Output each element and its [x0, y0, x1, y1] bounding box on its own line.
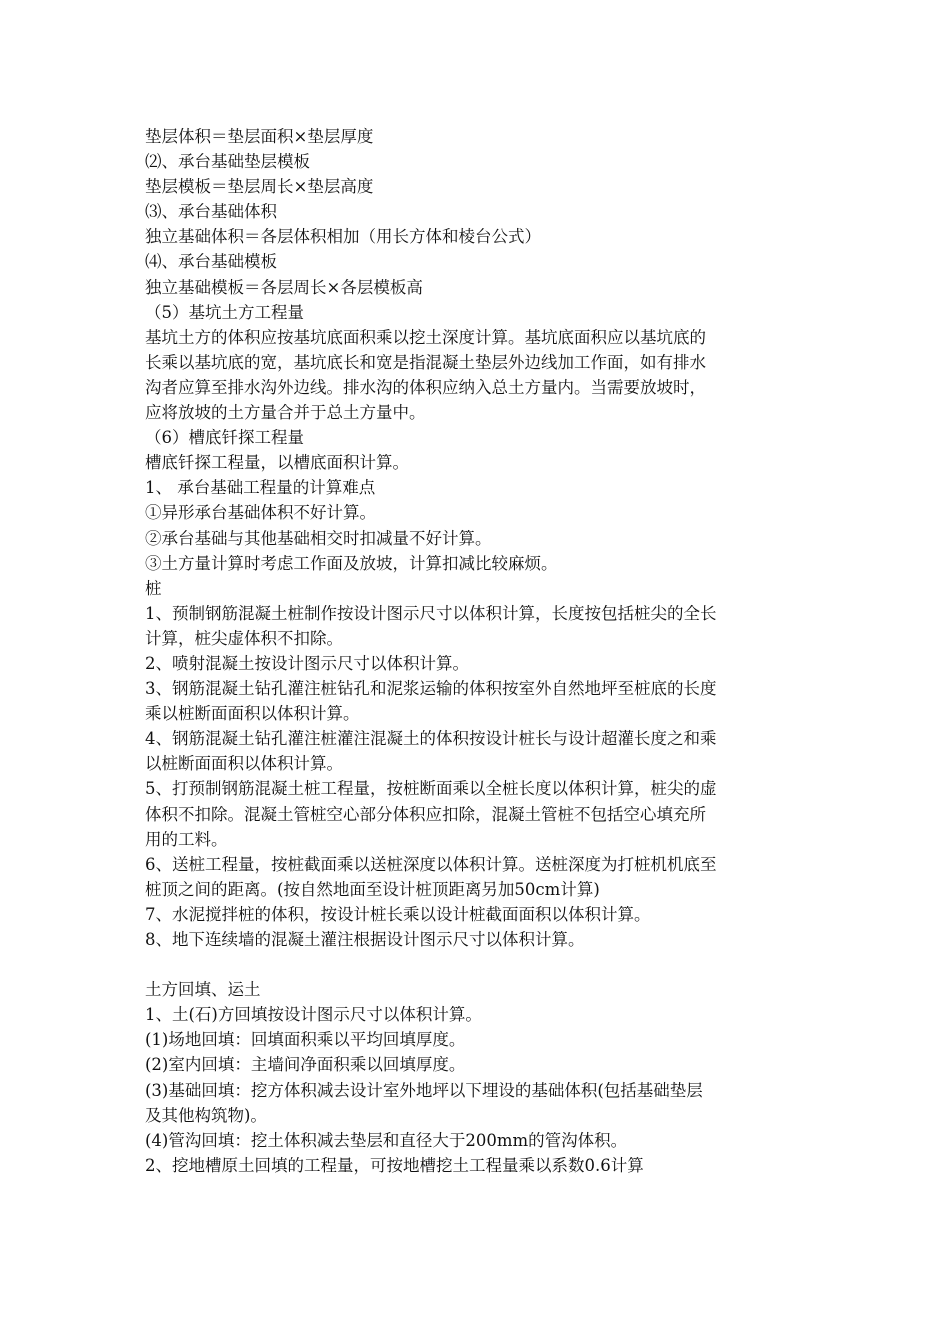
text-line: 4、钢筋混凝土钻孔灌注桩灌注混凝土的体积按设计桩长与设计超灌长度之和乘	[145, 729, 717, 749]
text-line: 3、钢筋混凝土钻孔灌注桩钻孔和泥浆运输的体积按室外自然地坪至桩底的长度	[145, 679, 717, 699]
section-heading: （6）槽底钎探工程量	[145, 428, 304, 448]
list-item: ③土方量计算时考虑工作面及放坡，计算扣减比较麻烦。	[145, 553, 558, 573]
text-line: 独立基础体积＝各层体积相加（用长方体和棱台公式）	[145, 227, 541, 247]
section-heading: （5）基坑土方工程量	[145, 302, 304, 322]
text-line: 体积不扣除。混凝土管桩空心部分体积应扣除，混凝土管桩不包括空心填充所	[145, 804, 706, 824]
list-item: ①异形承台基础体积不好计算。	[145, 503, 376, 523]
text-line: 5、打预制钢筋混凝土桩工程量，按桩断面乘以全桩长度以体积计算，桩尖的虚	[145, 779, 717, 799]
text-line: 1、预制钢筋混凝土桩制作按设计图示尺寸以体积计算，长度按包括桩尖的全长	[145, 603, 717, 623]
text-line: 沟者应算至排水沟外边线。排水沟的体积应纳入总土方量内。当需要放坡时，	[145, 377, 706, 397]
section-heading: 1、 承台基础工程量的计算难点	[145, 478, 376, 498]
text-line: 槽底钎探工程量，以槽底面积计算。	[145, 453, 409, 473]
text-line: 1、土(石)方回填按设计图示尺寸以体积计算。	[145, 1005, 482, 1025]
text-line: 7、水泥搅拌桩的体积，按设计桩长乘以设计桩截面面积以体积计算。	[145, 904, 651, 924]
text-line: 计算，桩尖虚体积不扣除。	[145, 628, 343, 648]
text-line: 及其他构筑物)。	[145, 1105, 267, 1125]
blank-line	[145, 952, 815, 977]
text-line: (1)场地回填：回填面积乘以平均回填厚度。	[145, 1030, 466, 1050]
section-heading: 桩	[145, 578, 162, 598]
text-line: 6、送桩工程量，按桩截面乘以送桩深度以体积计算。送桩深度为打桩机机底至	[145, 854, 717, 874]
text-line: ⑵、承台基础垫层模板	[145, 152, 310, 172]
text-line: 乘以桩断面面积以体积计算。	[145, 704, 360, 724]
document-body	[145, 124, 815, 1178]
text-line: (2)室内回填：主墙间净面积乘以回填厚度。	[145, 1055, 466, 1075]
text-line: 2、挖地槽原土回填的工程量，可按地槽挖土工程量乘以系数0.6计算	[145, 1155, 644, 1175]
section-heading: 土方回填、运土	[145, 980, 261, 1000]
text-line: 垫层体积＝垫层面积×垫层厚度	[145, 127, 374, 146]
list-item: ②承台基础与其他基础相交时扣减量不好计算。	[145, 528, 492, 548]
text-line: 基坑土方的体积应按基坑底面积乘以挖土深度计算。基坑底面积应以基坑底的	[145, 327, 706, 347]
text-line: 垫层模板＝垫层周长×垫层高度	[145, 177, 374, 197]
text-line: 独立基础模板＝各层周长×各层模板高	[145, 277, 423, 297]
text-line: ⑷、承台基础模板	[145, 252, 277, 272]
text-line: 长乘以基坑底的宽，基坑底长和宽是指混凝土垫层外边线加工作面，如有排水	[145, 352, 706, 372]
text-line: (3)基础回填：挖方体积减去设计室外地坪以下埋设的基础体积(包括基础垫层	[145, 1080, 703, 1100]
text-line: (4)管沟回填：挖土体积减去垫层和直径大于200mm的管沟体积。	[145, 1130, 628, 1150]
text-line: 8、地下连续墙的混凝土灌注根据设计图示尺寸以体积计算。	[145, 930, 585, 949]
text-line: 以桩断面面积以体积计算。	[145, 754, 343, 774]
text-line: 应将放坡的土方量合并于总土方量中。	[145, 403, 426, 423]
text-line: 2、喷射混凝土按设计图示尺寸以体积计算。	[145, 653, 469, 673]
text-line: 用的工料。	[145, 829, 228, 849]
text-line: 桩顶之间的距离。(按自然地面至设计桩顶距离另加50cm计算)	[145, 879, 600, 899]
text-line: ⑶、承台基础体积	[145, 202, 277, 222]
